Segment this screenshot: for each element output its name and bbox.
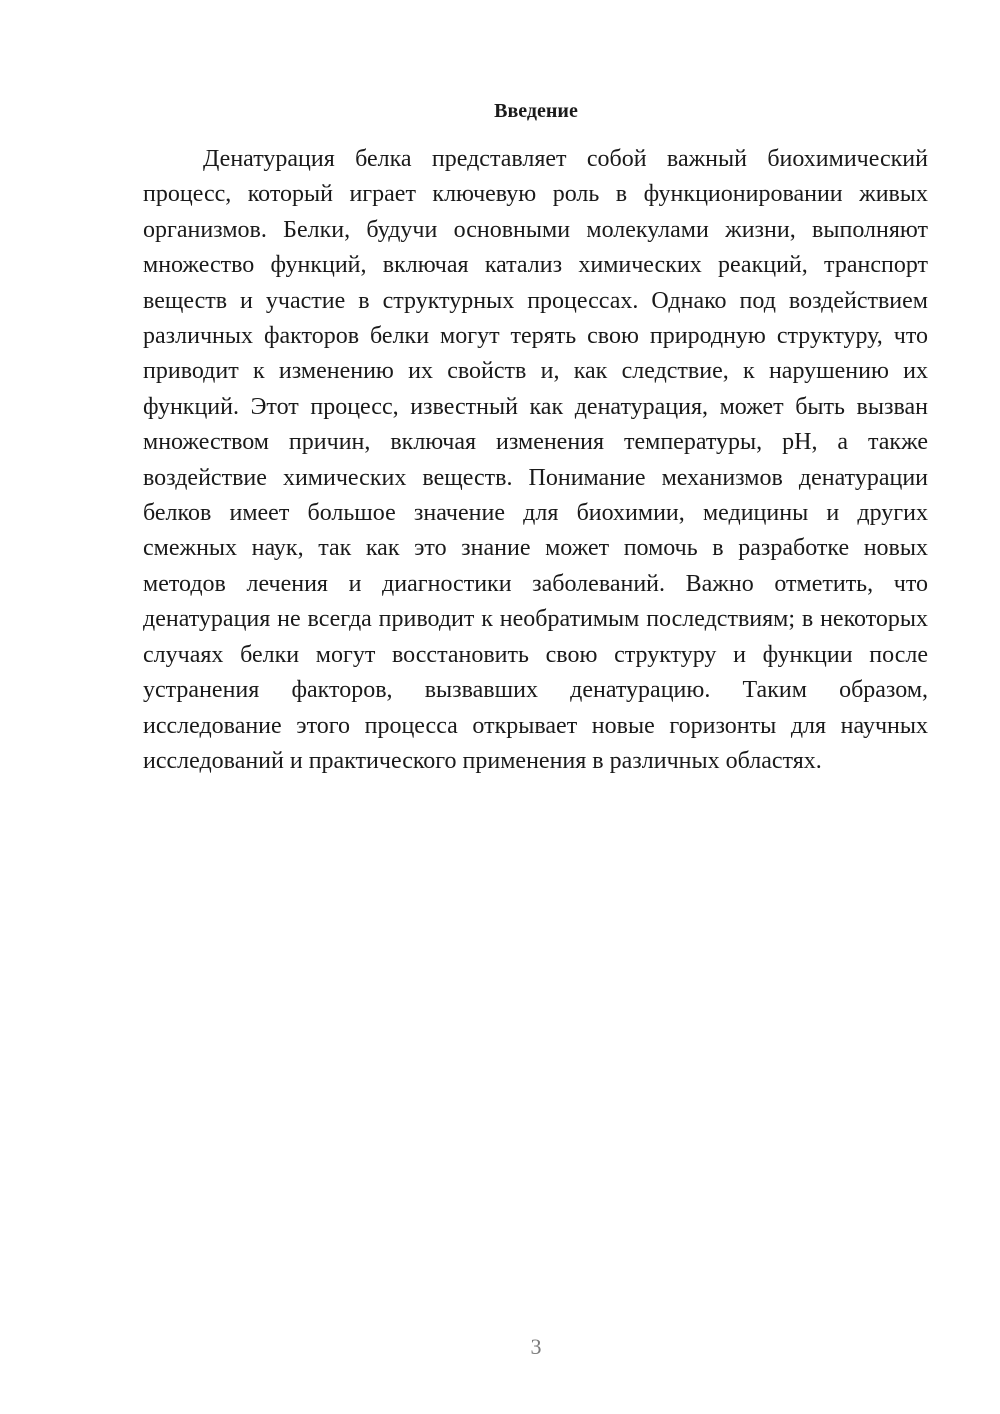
page-number: 3	[530, 1334, 542, 1359]
section-heading: Введение	[494, 100, 578, 122]
body-paragraph: Денатурация белка представляет собой важный биохимический процесс, который играет ключевую роль в функционировании живых организмов. Белки, будучи основными молекулами жизни, выполняют множество функций, включая катализ химических реакций, транспорт веществ и участие в структурных процессах. Однако под воздействием различных факторов белки могут терять свою природную структуру, что приводит к изменению их свойств и, как следствие, к нарушению их функций. Этот процесс, известный как денатурация, может быть вызван множеством причин, включая изменения температуры, pH, а также воздействие химических веществ. Понимание механизмов денатурации белков имеет большое значение для биохимии, медицины и других смежных наук, так как это знание может помочь в разработке новых методов лечения и диагностики заболеваний. Важно отметить, что денатурация не всегда приводит к необратимым последствиям; в некоторых случаях белки могут восстановить свою структуру и функции после устранения факторов, вызвавших денатурацию. Таким образом, исследование этого процесса открывает новые горизонты для научных исследований и практического применения в различных областях.	[143, 146, 928, 774]
